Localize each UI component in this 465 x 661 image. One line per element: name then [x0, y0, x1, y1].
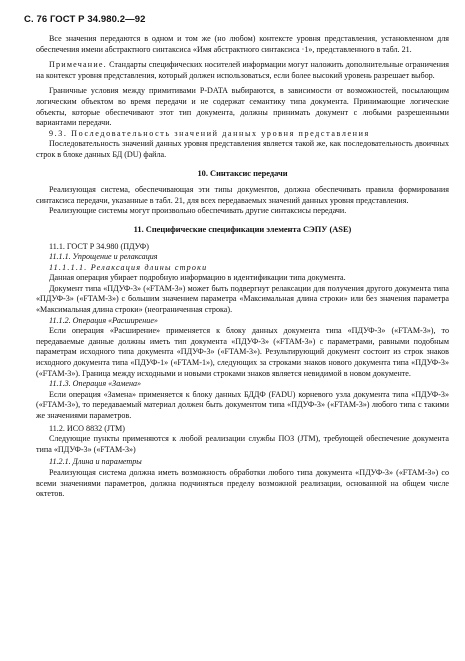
- paragraph: Реализующая система, обеспечивающая эти типы документов, должна обеспечивать правила формирования синтаксиса передачи, указанные в табл. 21, для всех передаваемых значений данных уровня представления.: [36, 185, 449, 205]
- paragraph: Все значения передаются в одном и том же (но любом) контексте уровня представления, установленном для обеспечения имени абстрактного синтаксиса «Имя абстрактного синтаксиса ·1», представленного в табл. 21.: [36, 34, 449, 54]
- clause-11-2: 11.2. ИСО 8832 (JTM): [49, 423, 125, 433]
- paragraph: Если операция «Замена» применяется к блоку данных БДДФ (FADU) корневого узла документа типа «ПДУФ-3» («FTAM-3»), то передаваемый материал должен быть документом типа «ПДУФ-3» («FTAM-3») любого типа с такими же значениями параметров.: [36, 389, 449, 420]
- subsection-title-9-3: 9.3. Последовательность значений данных уровня представления: [49, 128, 370, 138]
- note: [36, 60, 449, 81]
- paragraph: Последовательность значений данных уровня представления является такой же, как последовательность двоичных строк в блоке данных БД (DU) файла.: [36, 139, 449, 159]
- clause-11-1: 11.1. ГОСТ Р 34.980 (ПДУФ): [49, 241, 149, 251]
- paragraph: Следующие пункты применяются к любой реализации службы ПОЗ (JTM), требующей обеспечение документа типа «ПДУФ-3» («FTAM-3»): [36, 434, 449, 454]
- paragraph: Если операция «Расширение» применяется к блоку данных документа типа «ПДУФ-3» («FTAM-3»), то передаваемые данные должны иметь тип документа «ПДУФ-3» («FTAM-3») с параметрами, равными подобным параметрам исходного типа документа «ПДУФ-3» («FTAM-3»). Результирующий документ состоит из строк знаков исходного документа типа «ПДУФ-1» («FTAM-1»), следующих за строками знаков нового документа типа «ПДУФ-3» («FTAM-3»). Граница между исходными и новыми строками знаков является невидимой в новом документе.: [36, 326, 449, 378]
- page-header: С. 76 ГОСТ Р 34.980.2—92: [24, 14, 146, 25]
- section-title-11: 11. Специфические спецификации элемента СЭПУ (ASE): [133, 224, 352, 234]
- clause-11-1-2: 11.1.2. Операция «Расширение»: [49, 315, 158, 325]
- paragraph: Граничные условия между примитивами P-DATA выбираются, в зависимости от возможностей, посылающим логическим объектом во время передачи и не содержат семантику типа документа. Принимающие логические объекты, которые обеспечивают этот тип документа, должны принимать документ с любыми разрешенными вариантами передачи.: [36, 86, 449, 128]
- clause-11-2-1: 11.2.1. Длина и параметры: [49, 457, 142, 467]
- note-text: Стандарты специфических носителей информации могут наложить дополнительные ограничения на контекст уровня представления, который должен использоваться, если более высокий уровень разрешает выбор.: [36, 60, 449, 80]
- clause-11-1-1: 11.1.1. Упрощение и релаксация: [49, 252, 158, 262]
- clause-11-1-3: 11.1.3. Операция «Замена»: [49, 379, 142, 389]
- note-label: Примечание.: [49, 60, 107, 70]
- section-title-10: 10. Синтаксис передачи: [197, 168, 288, 178]
- clause-11-1-1-1: 11.1.1.1. Релаксация длины строки: [49, 262, 208, 272]
- paragraph: Документ типа «ПДУФ-3» («FTAM-3») может быть подвергнут релаксации для получения другого документа типа «ПДУФ-3» («FTAM-3») с большим значением параметра «Максимальная длина строки» или без значения параметра «Максимальная длина строки» (неограниченная строка).: [36, 283, 449, 315]
- paragraph: Реализующая система должна иметь возможность обработки любого типа документа «ПДУФ-3» («FTAM-3») со всеми значениями параметров, должна подчиняться пределу возможной реализации, основанной на общем числе октетов.: [36, 467, 449, 499]
- paragraph: Данная операция убирает подробную информацию в идентификации типа документа.: [49, 273, 346, 283]
- paragraph: Реализующие системы могут произвольно обеспечивать другие синтаксисы передачи.: [49, 206, 347, 216]
